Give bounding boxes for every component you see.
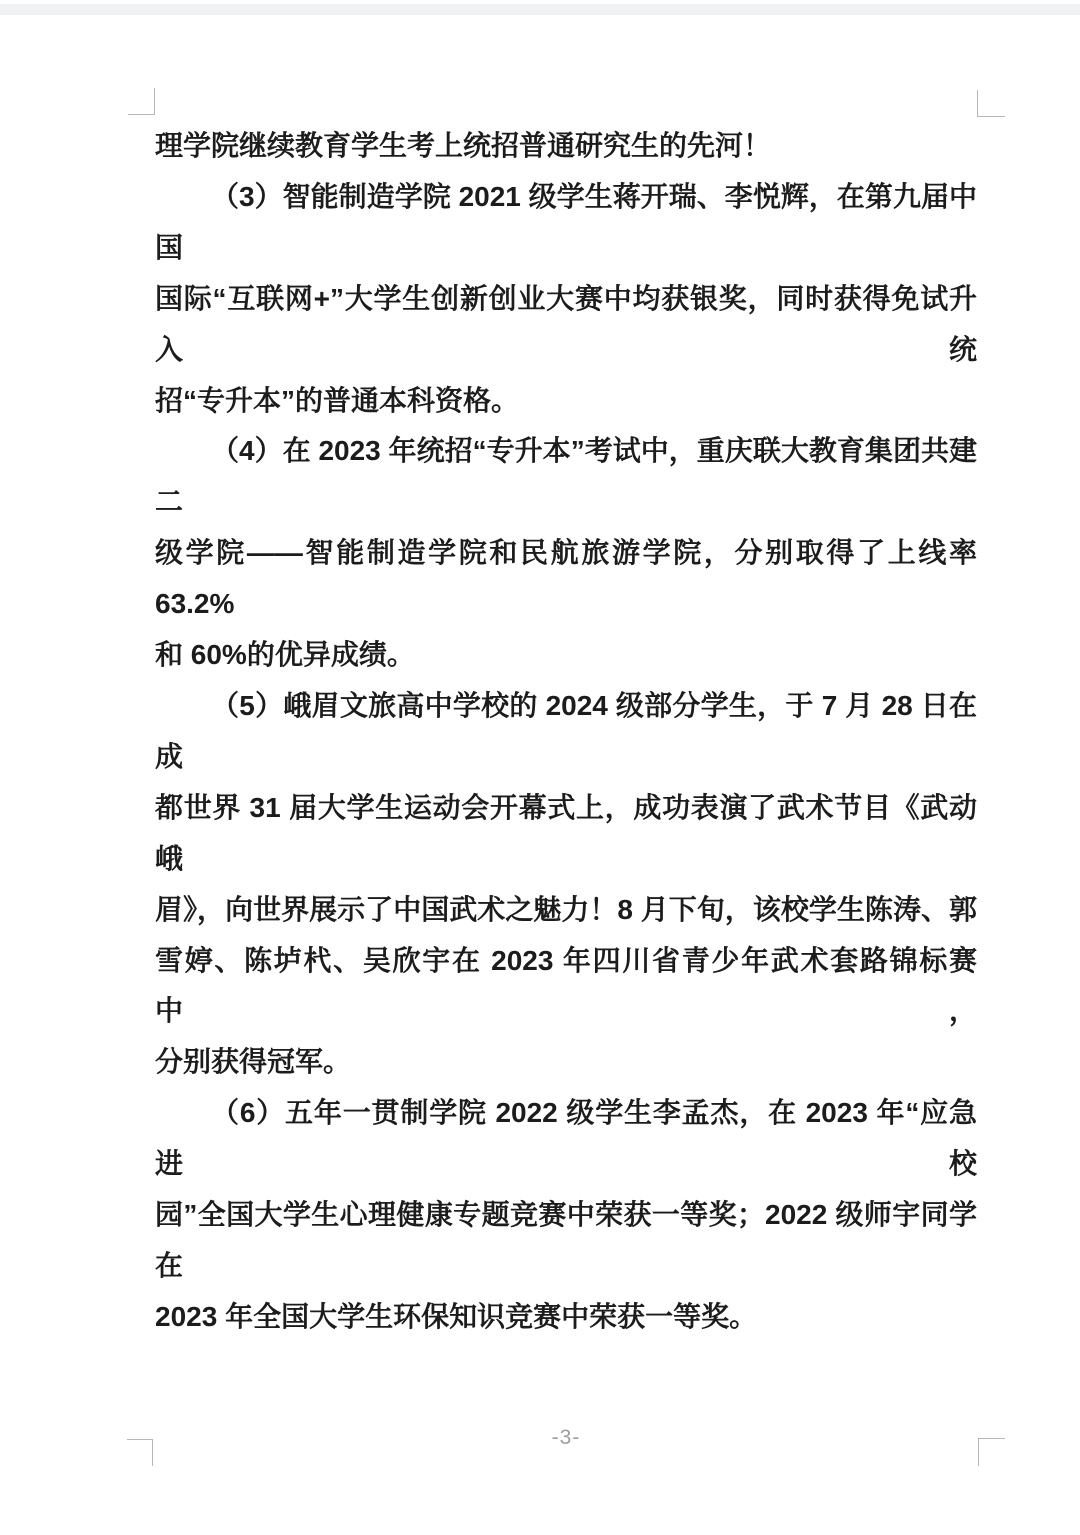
doc-line: （4）在 2023 年统招“专升本”考试中，重庆联大教育集团共建二 <box>155 435 977 518</box>
paragraph-item-3 <box>155 172 977 427</box>
paragraph-item-5 <box>155 681 977 1088</box>
doc-line: 都世界 31 届大学生运动会开幕式上，成功表演了武术节目《武动峨 <box>155 791 977 874</box>
doc-line: 分别获得冠军。 <box>155 1046 352 1078</box>
doc-line: 和 60%的优异成绩。 <box>155 639 415 671</box>
document-body <box>155 121 977 1343</box>
doc-line: 国际“互联网+”大学生创新创业大赛中均获银奖，同时获得免试升入统 <box>155 282 977 365</box>
doc-line: 雪婷、陈垆杙、吴欣宇在 2023 年四川省青少年武术套路锦标赛中， <box>155 944 977 1027</box>
doc-line: 园”全国大学生心理健康专题竞赛中荣获一等奖；2022 级师宇同学在 <box>155 1199 977 1281</box>
page-number: -3- <box>551 1426 581 1449</box>
doc-line: 级学院——智能制造学院和民航旅游学院，分别取得了上线率 63.2% <box>155 537 977 620</box>
doc-line: 2023 年全国大学生环保知识竞赛中荣获一等奖。 <box>155 1300 758 1332</box>
crop-mark-top-right <box>977 90 1005 117</box>
paragraph-item-4 <box>155 426 977 681</box>
paragraph-continuation <box>155 121 977 172</box>
paragraph-item-6 <box>155 1088 977 1343</box>
doc-line: （3）智能制造学院 2021 级学生蒋开瑞、李悦辉，在第九届中国 <box>155 180 977 263</box>
doc-line: （5）峨眉文旅高中学校的 2024 级部分学生，于 7 月 28 日在成 <box>155 689 977 772</box>
doc-line: 招“专升本”的普通本科资格。 <box>155 384 520 416</box>
top-edge-strip <box>0 4 1080 15</box>
doc-line: 理学院继续教育学生考上统招普通研究生的先河！ <box>155 130 772 161</box>
doc-line: 眉》，向世界展示了中国武术之魅力！8 月下旬，该校学生陈涛、郭 <box>155 893 977 925</box>
crop-mark-bottom-left <box>127 1439 153 1466</box>
crop-mark-top-left <box>128 88 155 115</box>
doc-line: （6）五年一贯制学院 2022 级学生李孟杰，在 2023 年“应急进校 <box>155 1097 977 1180</box>
crop-mark-bottom-right <box>978 1438 1005 1466</box>
